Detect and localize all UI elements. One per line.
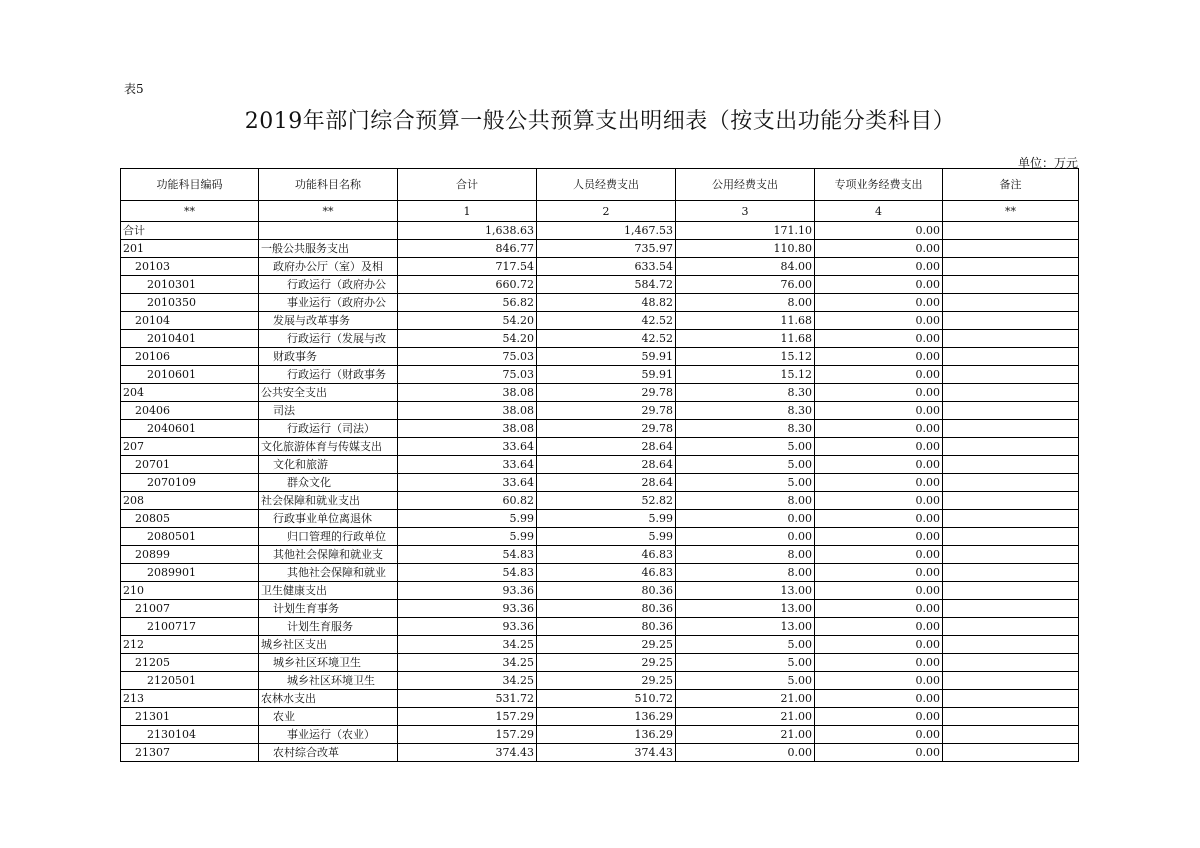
cell-note	[943, 474, 1079, 492]
cell-public: 5.00	[676, 456, 815, 474]
cell-note	[943, 600, 1079, 618]
cell-total: 660.72	[398, 276, 537, 294]
table-row	[121, 636, 1079, 654]
cell-total: 1,638.63	[398, 222, 537, 240]
cell-total: 531.72	[398, 690, 537, 708]
cell-name	[259, 222, 398, 240]
cell-total: 33.64	[398, 474, 537, 492]
cell-personnel: 80.36	[537, 618, 676, 636]
cell-special: 0.00	[815, 294, 943, 312]
cell-personnel: 28.64	[537, 438, 676, 456]
cell-name: 城乡社区环境卫生	[259, 672, 398, 690]
cell-special: 0.00	[815, 402, 943, 420]
cell-total: 93.36	[398, 618, 537, 636]
cell-name: 农村综合改革	[259, 744, 398, 762]
cell-special: 0.00	[815, 744, 943, 762]
cell-code: 2010350	[121, 294, 259, 312]
cell-special: 0.00	[815, 438, 943, 456]
cell-personnel: 29.25	[537, 636, 676, 654]
index-cell: 4	[815, 201, 943, 222]
cell-public: 0.00	[676, 528, 815, 546]
cell-total: 33.64	[398, 456, 537, 474]
cell-special: 0.00	[815, 384, 943, 402]
table-row	[121, 744, 1079, 762]
cell-note	[943, 618, 1079, 636]
cell-name: 群众文化	[259, 474, 398, 492]
cell-personnel: 374.43	[537, 744, 676, 762]
cell-total: 54.20	[398, 312, 537, 330]
cell-special: 0.00	[815, 672, 943, 690]
cell-name: 归口管理的行政单位	[259, 528, 398, 546]
cell-total: 157.29	[398, 708, 537, 726]
unit-label: 单位：万元	[1017, 156, 1078, 170]
cell-public: 15.12	[676, 366, 815, 384]
table-row	[121, 366, 1079, 384]
cell-total: 157.29	[398, 726, 537, 744]
table-row	[121, 690, 1079, 708]
cell-public: 8.00	[676, 564, 815, 582]
table-row	[121, 474, 1079, 492]
cell-public: 110.80	[676, 240, 815, 258]
table-row	[121, 294, 1079, 312]
cell-note	[943, 582, 1079, 600]
cell-note	[943, 546, 1079, 564]
cell-total: 846.77	[398, 240, 537, 258]
cell-total: 5.99	[398, 528, 537, 546]
table-row	[121, 708, 1079, 726]
cell-total: 93.36	[398, 582, 537, 600]
table-row	[121, 510, 1079, 528]
column-header-personnel: 人员经费支出	[537, 169, 676, 201]
cell-total: 5.99	[398, 510, 537, 528]
cell-code: 20899	[121, 546, 259, 564]
cell-total: 93.36	[398, 600, 537, 618]
cell-note	[943, 330, 1079, 348]
index-row	[121, 201, 1079, 222]
cell-personnel: 48.82	[537, 294, 676, 312]
cell-name: 文化和旅游	[259, 456, 398, 474]
cell-note	[943, 276, 1079, 294]
cell-note	[943, 402, 1079, 420]
cell-name: 行政运行（财政事务	[259, 366, 398, 384]
cell-personnel: 136.29	[537, 708, 676, 726]
cell-personnel: 59.91	[537, 366, 676, 384]
table-body	[121, 222, 1079, 762]
cell-total: 38.08	[398, 402, 537, 420]
table-row	[121, 312, 1079, 330]
table-row	[121, 456, 1079, 474]
cell-code: 21205	[121, 654, 259, 672]
cell-code: 201	[121, 240, 259, 258]
column-header-name: 功能科目名称	[259, 169, 398, 201]
cell-note	[943, 240, 1079, 258]
cell-code: 合计	[121, 222, 259, 240]
cell-special: 0.00	[815, 600, 943, 618]
cell-personnel: 29.78	[537, 420, 676, 438]
cell-note	[943, 222, 1079, 240]
cell-public: 13.00	[676, 600, 815, 618]
cell-personnel: 735.97	[537, 240, 676, 258]
cell-personnel: 80.36	[537, 582, 676, 600]
cell-special: 0.00	[815, 240, 943, 258]
budget-table	[120, 168, 1079, 762]
cell-note	[943, 528, 1079, 546]
cell-total: 75.03	[398, 348, 537, 366]
cell-name: 社会保障和就业支出	[259, 492, 398, 510]
cell-code: 21301	[121, 708, 259, 726]
cell-code: 2120501	[121, 672, 259, 690]
cell-code: 212	[121, 636, 259, 654]
cell-public: 8.30	[676, 402, 815, 420]
cell-note	[943, 312, 1079, 330]
cell-special: 0.00	[815, 330, 943, 348]
cell-total: 60.82	[398, 492, 537, 510]
table-row	[121, 618, 1079, 636]
table-row	[121, 348, 1079, 366]
cell-total: 717.54	[398, 258, 537, 276]
cell-code: 213	[121, 690, 259, 708]
cell-personnel: 29.25	[537, 654, 676, 672]
cell-name: 发展与改革事务	[259, 312, 398, 330]
cell-name: 农业	[259, 708, 398, 726]
cell-code: 2010301	[121, 276, 259, 294]
cell-special: 0.00	[815, 222, 943, 240]
index-cell: 2	[537, 201, 676, 222]
cell-public: 11.68	[676, 330, 815, 348]
cell-code: 2100717	[121, 618, 259, 636]
cell-total: 54.20	[398, 330, 537, 348]
column-header-special: 专项业务经费支出	[815, 169, 943, 201]
cell-personnel: 29.78	[537, 402, 676, 420]
cell-personnel: 42.52	[537, 330, 676, 348]
cell-public: 8.00	[676, 546, 815, 564]
cell-special: 0.00	[815, 654, 943, 672]
table-row	[121, 258, 1079, 276]
cell-name: 司法	[259, 402, 398, 420]
cell-code: 2070109	[121, 474, 259, 492]
cell-special: 0.00	[815, 618, 943, 636]
cell-personnel: 510.72	[537, 690, 676, 708]
page-title: 2019年部门综合预算一般公共预算支出明细表（按支出功能分类科目）	[244, 109, 956, 134]
cell-name: 事业运行（政府办公	[259, 294, 398, 312]
cell-public: 21.00	[676, 726, 815, 744]
cell-special: 0.00	[815, 726, 943, 744]
cell-note	[943, 510, 1079, 528]
cell-total: 34.25	[398, 672, 537, 690]
cell-name: 一般公共服务支出	[259, 240, 398, 258]
cell-personnel: 584.72	[537, 276, 676, 294]
cell-note	[943, 708, 1079, 726]
cell-name: 行政运行（发展与改	[259, 330, 398, 348]
cell-personnel: 5.99	[537, 528, 676, 546]
table-row	[121, 582, 1079, 600]
cell-note	[943, 456, 1079, 474]
cell-personnel: 136.29	[537, 726, 676, 744]
cell-personnel: 59.91	[537, 348, 676, 366]
cell-code: 20103	[121, 258, 259, 276]
table-row	[121, 438, 1079, 456]
cell-personnel: 29.25	[537, 672, 676, 690]
cell-code: 20106	[121, 348, 259, 366]
cell-total: 56.82	[398, 294, 537, 312]
cell-name: 文化旅游体育与传媒支出	[259, 438, 398, 456]
cell-name: 农林水支出	[259, 690, 398, 708]
cell-name: 事业运行（农业）	[259, 726, 398, 744]
cell-special: 0.00	[815, 258, 943, 276]
cell-personnel: 29.78	[537, 384, 676, 402]
cell-public: 76.00	[676, 276, 815, 294]
table-row	[121, 564, 1079, 582]
cell-personnel: 46.83	[537, 564, 676, 582]
cell-note	[943, 564, 1079, 582]
cell-note	[943, 492, 1079, 510]
cell-note	[943, 366, 1079, 384]
cell-special: 0.00	[815, 492, 943, 510]
table-row	[121, 492, 1079, 510]
cell-total: 54.83	[398, 564, 537, 582]
table-row	[121, 384, 1079, 402]
table-row	[121, 726, 1079, 744]
cell-code: 2089901	[121, 564, 259, 582]
cell-code: 20805	[121, 510, 259, 528]
cell-special: 0.00	[815, 708, 943, 726]
cell-code: 20104	[121, 312, 259, 330]
cell-code: 204	[121, 384, 259, 402]
cell-name: 城乡社区支出	[259, 636, 398, 654]
cell-special: 0.00	[815, 546, 943, 564]
cell-note	[943, 672, 1079, 690]
cell-personnel: 1,467.53	[537, 222, 676, 240]
column-header-note: 备注	[943, 169, 1079, 201]
cell-personnel: 5.99	[537, 510, 676, 528]
cell-name: 行政事业单位离退休	[259, 510, 398, 528]
column-header-public: 公用经费支出	[676, 169, 815, 201]
cell-code: 20406	[121, 402, 259, 420]
cell-code: 2010601	[121, 366, 259, 384]
cell-special: 0.00	[815, 420, 943, 438]
cell-public: 5.00	[676, 654, 815, 672]
cell-code: 20701	[121, 456, 259, 474]
table-row	[121, 672, 1079, 690]
cell-special: 0.00	[815, 564, 943, 582]
cell-public: 5.00	[676, 672, 815, 690]
cell-total: 34.25	[398, 654, 537, 672]
cell-public: 13.00	[676, 618, 815, 636]
cell-total: 38.08	[398, 420, 537, 438]
cell-personnel: 28.64	[537, 456, 676, 474]
cell-personnel: 52.82	[537, 492, 676, 510]
cell-special: 0.00	[815, 366, 943, 384]
cell-note	[943, 654, 1079, 672]
cell-personnel: 28.64	[537, 474, 676, 492]
index-cell: 1	[398, 201, 537, 222]
cell-note	[943, 294, 1079, 312]
table-row	[121, 654, 1079, 672]
cell-code: 207	[121, 438, 259, 456]
table-row	[121, 402, 1079, 420]
cell-note	[943, 636, 1079, 654]
cell-public: 0.00	[676, 744, 815, 762]
cell-total: 54.83	[398, 546, 537, 564]
index-cell: **	[943, 201, 1079, 222]
cell-public: 21.00	[676, 708, 815, 726]
cell-name: 计划生育服务	[259, 618, 398, 636]
cell-note	[943, 438, 1079, 456]
cell-total: 33.64	[398, 438, 537, 456]
cell-code: 208	[121, 492, 259, 510]
table-row	[121, 222, 1079, 240]
cell-public: 5.00	[676, 474, 815, 492]
cell-special: 0.00	[815, 456, 943, 474]
cell-note	[943, 726, 1079, 744]
cell-public: 15.12	[676, 348, 815, 366]
cell-code: 2040601	[121, 420, 259, 438]
cell-special: 0.00	[815, 690, 943, 708]
cell-note	[943, 348, 1079, 366]
table-label: 表5	[124, 82, 144, 96]
cell-public: 8.30	[676, 420, 815, 438]
cell-total: 34.25	[398, 636, 537, 654]
cell-code: 2080501	[121, 528, 259, 546]
cell-code: 21007	[121, 600, 259, 618]
cell-code: 21307	[121, 744, 259, 762]
cell-name: 其他社会保障和就业支	[259, 546, 398, 564]
cell-public: 0.00	[676, 510, 815, 528]
index-cell: **	[259, 201, 398, 222]
cell-name: 卫生健康支出	[259, 582, 398, 600]
cell-public: 13.00	[676, 582, 815, 600]
cell-total: 75.03	[398, 366, 537, 384]
cell-code: 2010401	[121, 330, 259, 348]
cell-code: 210	[121, 582, 259, 600]
cell-name: 财政事务	[259, 348, 398, 366]
column-header-total: 合计	[398, 169, 537, 201]
cell-public: 84.00	[676, 258, 815, 276]
cell-special: 0.00	[815, 510, 943, 528]
cell-personnel: 42.52	[537, 312, 676, 330]
table-row	[121, 240, 1079, 258]
cell-public: 5.00	[676, 438, 815, 456]
cell-name: 公共安全支出	[259, 384, 398, 402]
cell-public: 8.30	[676, 384, 815, 402]
header-row	[121, 169, 1079, 201]
index-cell: **	[121, 201, 259, 222]
cell-special: 0.00	[815, 276, 943, 294]
table-row	[121, 276, 1079, 294]
cell-name: 行政运行（司法）	[259, 420, 398, 438]
cell-note	[943, 690, 1079, 708]
cell-name: 其他社会保障和就业	[259, 564, 398, 582]
cell-note	[943, 744, 1079, 762]
cell-public: 8.00	[676, 294, 815, 312]
table-row	[121, 546, 1079, 564]
cell-special: 0.00	[815, 474, 943, 492]
cell-special: 0.00	[815, 348, 943, 366]
table-row	[121, 528, 1079, 546]
cell-note	[943, 420, 1079, 438]
index-cell: 3	[676, 201, 815, 222]
cell-public: 21.00	[676, 690, 815, 708]
cell-name: 城乡社区环境卫生	[259, 654, 398, 672]
cell-total: 38.08	[398, 384, 537, 402]
cell-public: 171.10	[676, 222, 815, 240]
cell-total: 374.43	[398, 744, 537, 762]
cell-note	[943, 384, 1079, 402]
table-row	[121, 420, 1079, 438]
cell-special: 0.00	[815, 528, 943, 546]
table-row	[121, 330, 1079, 348]
cell-personnel: 633.54	[537, 258, 676, 276]
cell-code: 2130104	[121, 726, 259, 744]
cell-special: 0.00	[815, 312, 943, 330]
cell-personnel: 80.36	[537, 600, 676, 618]
cell-public: 8.00	[676, 492, 815, 510]
cell-public: 5.00	[676, 636, 815, 654]
cell-note	[943, 258, 1079, 276]
cell-name: 计划生育事务	[259, 600, 398, 618]
cell-personnel: 46.83	[537, 546, 676, 564]
column-header-code: 功能科目编码	[121, 169, 259, 201]
table-row	[121, 600, 1079, 618]
cell-special: 0.00	[815, 636, 943, 654]
cell-public: 11.68	[676, 312, 815, 330]
cell-name: 政府办公厅（室）及相	[259, 258, 398, 276]
cell-special: 0.00	[815, 582, 943, 600]
cell-name: 行政运行（政府办公	[259, 276, 398, 294]
